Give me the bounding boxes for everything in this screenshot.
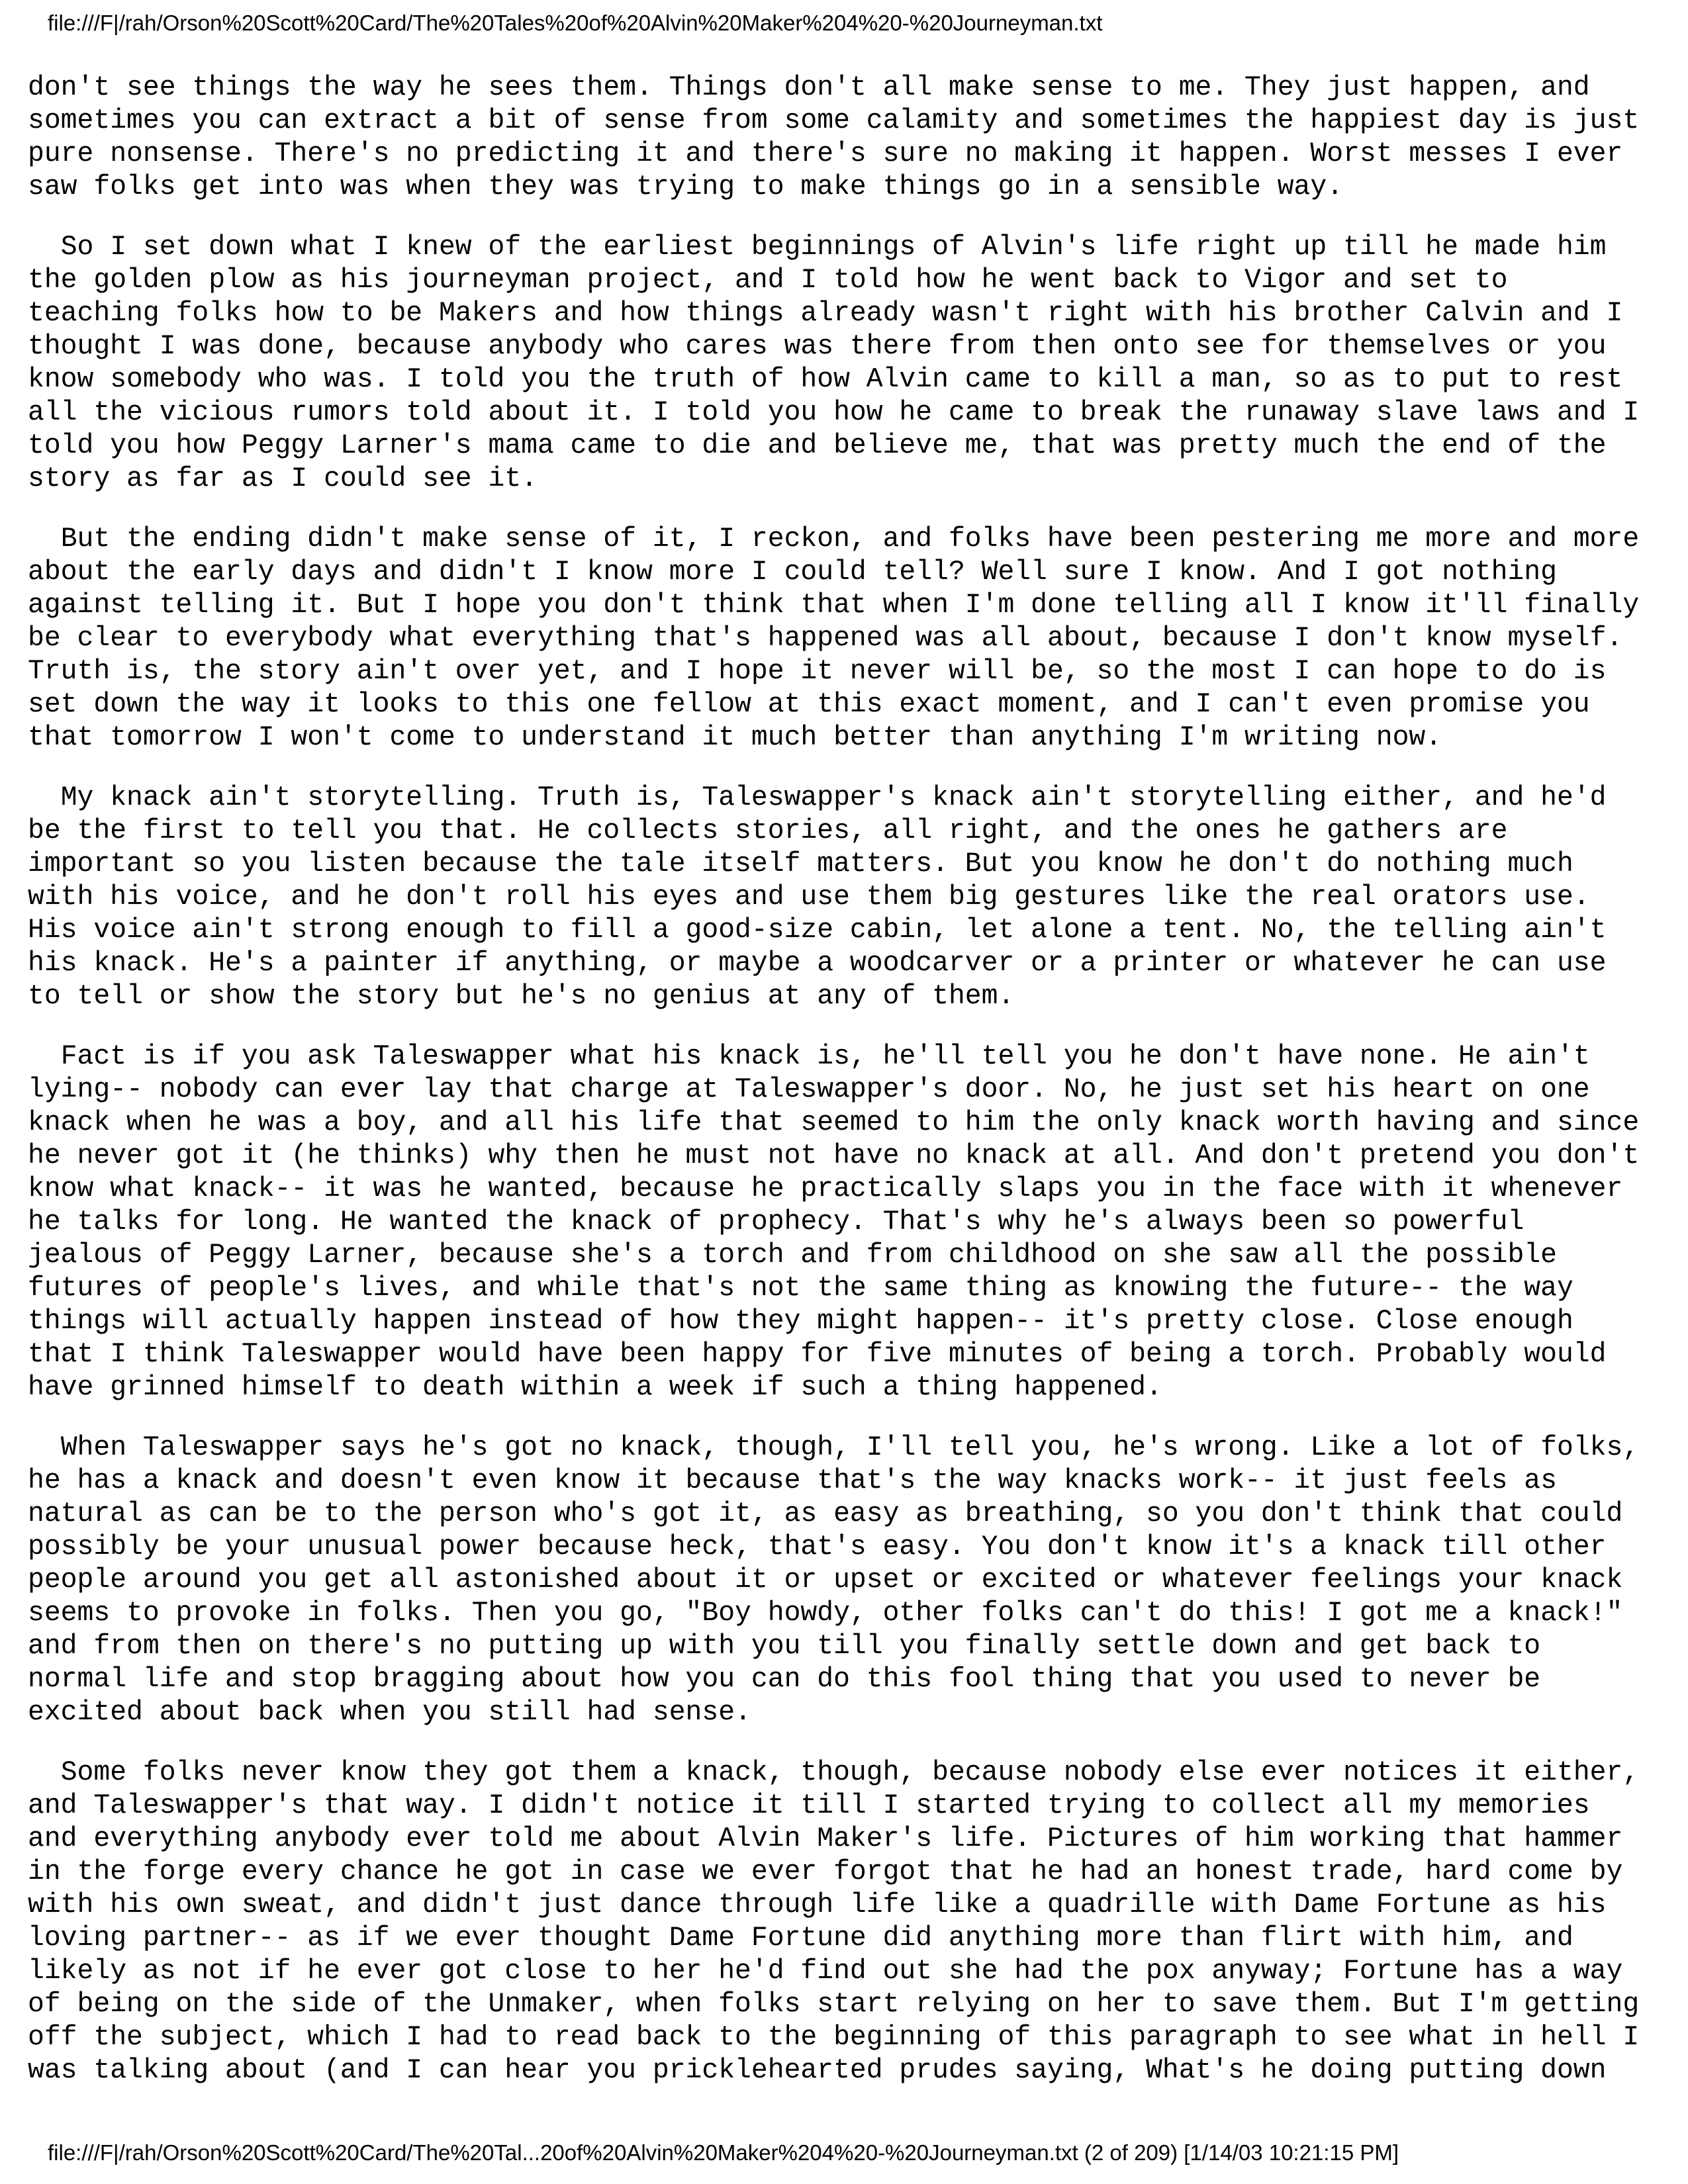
document-body	[28, 71, 1663, 2087]
paragraph: My knack ain't storytelling. Truth is, Taleswapper's knack ain't storytelling either, and he'd be the first to tell you that. He collects stories, all right, and the ones he gathers are important so you listen because the tale itself matters. But you know he don't do nothing much with his voice, and he don't roll his eyes and use them big gestures like the real orators use. His voice ain't strong enough to fill a good-size cabin, let alone a tent. No, the telling ain't his knack. He's a painter if anything, or maybe a woodcarver or a printer or whatever he can use to tell or show the story but he's no genius at any of them.	[28, 783, 1607, 1012]
print-header-url: file:///F|/rah/Orson%20Scott%20Card/The%20Tales%20of%20Alvin%20Maker%204%20-%20Journeyman.txt	[48, 11, 1103, 35]
paragraph: So I set down what I knew of the earliest beginnings of Alvin's life right up till he made him the golden plow as his journeyman project, and I told how he went back to Vigor and set to teaching folks how to be Makers and how things already wasn't right with his brother Calvin and I thought I was done, because anybody who cares was there from then onto see for themselves or you know somebody who was. I told you the truth of how Alvin came to kill a man, so as to put to rest all the vicious rumors told about it. I told you how he came to break the runaway slave laws and I told you how Peggy Larner's mama came to die and believe me, that was pretty much the end of the story as far as I could see it.	[28, 232, 1640, 494]
paragraph: Some folks never know they got them a knack, though, because nobody else ever notices it either, and Taleswapper's that way. I didn't notice it till I started trying to collect all my memories and everything anybody ever told me about Alvin Maker's life. Pictures of him working that hammer in the forge every chance he got in case we ever forgot that he had an honest trade, hard come by with his own sweat, and didn't just dance through life like a quadrille with Dame Fortune as his loving partner-- as if we ever thought Dame Fortune did anything more than flirt with him, and likely as not if he ever got close to her he'd find out she had the pox anyway; Fortune has a way of being on the side of the Unmaker, when folks start relying on her to save them. But I'm getting off the subject, which I had to read back to the beginning of this paragraph to see what in hell I was talking about (and I can hear you pricklehearted prudes saying, What's he doing putting down	[28, 1758, 1640, 2086]
paragraph: don't see things the way he sees them. Things don't all make sense to me. They just happen, and sometimes you can extract a bit of sense from some calamity and sometimes the happiest day is just pure nonsense. There's no predicting it and there's sure no making it happen. Worst messes I ever saw folks get into was when they was trying to make things go in a sensible way.	[28, 73, 1640, 203]
paragraph: But the ending didn't make sense of it, I reckon, and folks have been pestering me more and more about the early days and didn't I know more I could tell? Well sure I know. And I got nothing against telling it. But I hope you don't think that when I'm done telling all I know it'll finally be clear to everybody what everything that's happened was all about, because I don't know myself. Truth is, the story ain't over yet, and I hope it never will be, so the most I can hope to do is set down the way it looks to this one fellow at this exact moment, and I can't even promise you that tomorrow I won't come to understand it much better than anything I'm writing now.	[28, 524, 1640, 753]
paragraph: When Taleswapper says he's got no knack, though, I'll tell you, he's wrong. Like a lot of folks, he has a knack and doesn't even know it because that's the way knacks work-- it just feels as natural as can be to the person who's got it, as easy as breathing, so you don't think that could possibly be your unusual power because heck, that's easy. You don't know it's a knack till other people around you get all astonished about it or upset or excited or whatever feelings your knack seems to provoke in folks. Then you go, "Boy howdy, other folks can't do this! I got me a knack!" and from then on there's no putting up with you till you finally settle down and get back to normal life and stop bragging about how you can do this fool thing that you used to never be excited about back when you still had sense.	[28, 1433, 1640, 1728]
print-footer: file:///F|/rah/Orson%20Scott%20Card/The%20Tal...20of%20Alvin%20Maker%204%20-%20Journeyman.txt (2 of 209) [1/14/03 10:21:15 PM]	[48, 2140, 1399, 2165]
paragraph: Fact is if you ask Taleswapper what his knack is, he'll tell you he don't have none. He ain't lying-- nobody can ever lay that charge at Taleswapper's door. No, he just set his heart on one knack when he was a boy, and all his life that seemed to him the only knack worth having and since he never got it (he thinks) why then he must not have no knack at all. And don't pretend you don't know what knack-- it was he wanted, because he practically slaps you in the face with it whenever he talks for long. He wanted the knack of prophecy. That's why he's always been so powerful jealous of Peggy Larner, because she's a torch and from childhood on she saw all the possible futures of people's lives, and while that's not the same thing as knowing the future-- the way things will actually happen instead of how they might happen-- it's pretty close. Close enough that I think Taleswapper would have been happy for five minutes of being a torch. Probably would have grinned himself to death within a week if such a thing happened.	[28, 1042, 1640, 1403]
